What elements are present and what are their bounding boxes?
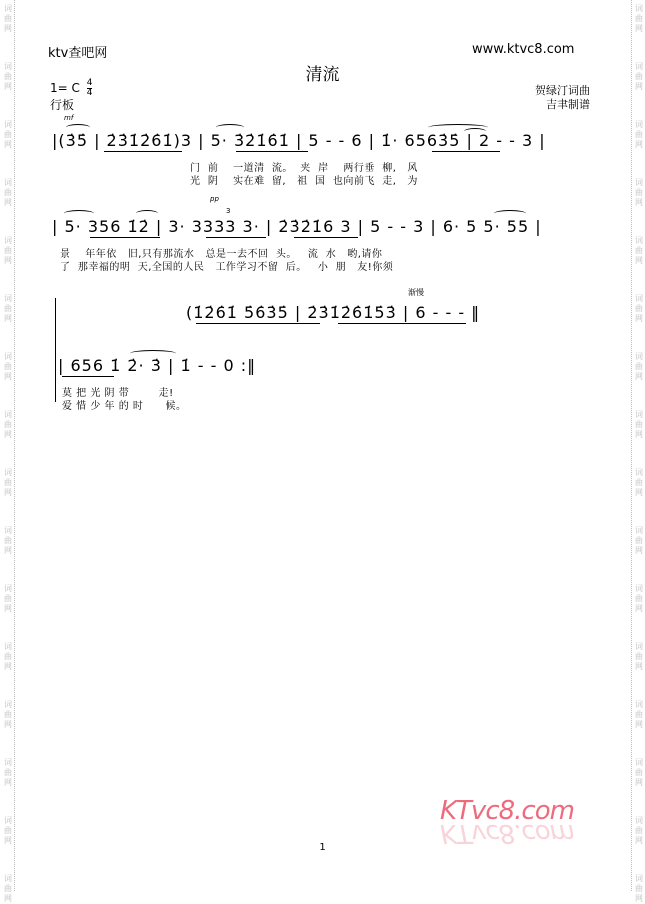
watermark-char: 词 [635, 642, 643, 651]
watermark-char: 曲 [4, 884, 12, 893]
watermark-char: 网 [635, 894, 643, 903]
lyric-line-1b: 光 阴 实在难 留, 祖 国 也向前飞 走, 为 [190, 176, 418, 187]
watermark-glyph-group [633, 642, 645, 672]
site-url-right: www.ktvc8.com [472, 42, 575, 57]
watermark-char: 曲 [4, 478, 12, 487]
watermark-glyph-group [633, 352, 645, 382]
watermark-char: 网 [635, 140, 643, 149]
watermark-char: 词 [635, 178, 643, 187]
slur [136, 210, 158, 217]
watermark-char: 词 [4, 352, 12, 361]
watermark-char: 网 [4, 778, 12, 787]
watermark-char: 词 [635, 758, 643, 767]
watermark-char: 曲 [635, 246, 643, 255]
watermark-char: 网 [635, 256, 643, 265]
watermark-char: 网 [4, 836, 12, 845]
watermark-glyph-group [633, 468, 645, 498]
watermark-glyph-group [2, 526, 14, 556]
watermark-char: 曲 [635, 420, 643, 429]
notation-line-1: |(3̇5̇ | 2̇3̇1̇2̇6̇1̇)3 | 5· 3̇2̇1̇6̇1̇ | 5 - - 6 | 1̇· 6563̇5̇ | 2 - - 3 | [52, 131, 546, 150]
watermark-char: 网 [4, 894, 12, 903]
watermark-char: 曲 [4, 652, 12, 661]
watermark-char: 词 [635, 700, 643, 709]
watermark-char: 词 [635, 4, 643, 13]
time-sig-bottom: 4 [86, 88, 93, 98]
watermark-char: 词 [4, 4, 12, 13]
tempo-marking: 行板 [50, 98, 75, 112]
watermark-char: 曲 [4, 72, 12, 81]
watermark-char: 网 [635, 430, 643, 439]
watermark-char: 网 [635, 488, 643, 497]
watermark-char: 网 [635, 662, 643, 671]
system-bracket [55, 298, 56, 402]
watermark-char: 曲 [4, 594, 12, 603]
watermark-glyph-group [633, 178, 645, 208]
watermark-char: 网 [4, 372, 12, 381]
watermark-glyph-group [633, 294, 645, 324]
watermark-char: 词 [4, 758, 12, 767]
watermark-char: 网 [635, 604, 643, 613]
transcriber-credit: 吉聿制谱 [546, 98, 590, 111]
key-label: 1= C [50, 81, 80, 95]
time-signature [87, 79, 93, 98]
watermark-char: 网 [635, 372, 643, 381]
watermark-char: 曲 [4, 420, 12, 429]
watermark-char: 曲 [4, 768, 12, 777]
watermark-char: 曲 [4, 826, 12, 835]
watermark-char: 网 [635, 546, 643, 555]
watermark-char: 网 [4, 82, 12, 91]
watermark-char: 曲 [635, 884, 643, 893]
slur [494, 210, 526, 217]
watermark-char: 词 [635, 526, 643, 535]
ktvc8-logo-reflection: KTvc8.com [440, 818, 574, 848]
beam-line [90, 237, 160, 238]
triplet-mark: 3 [226, 207, 231, 215]
watermark-char: 曲 [635, 594, 643, 603]
slur [216, 124, 244, 131]
watermark-char: 词 [635, 584, 643, 593]
watermark-char: 词 [4, 816, 12, 825]
watermark-char: 网 [4, 662, 12, 671]
watermark-char: 网 [635, 198, 643, 207]
watermark-char: 网 [4, 720, 12, 729]
watermark-char: 曲 [635, 652, 643, 661]
watermark-char: 词 [635, 236, 643, 245]
watermark-char: 网 [635, 720, 643, 729]
watermark-char: 曲 [635, 710, 643, 719]
watermark-char: 词 [4, 584, 12, 593]
watermark-char: 网 [635, 778, 643, 787]
lyric-line-1a: 门 前 一道清 流。 夹 岸 两行垂 柳, 风 [190, 163, 418, 174]
dynamic-mf: mf [64, 114, 74, 122]
watermark-char: 网 [635, 24, 643, 33]
watermark-char: 词 [635, 120, 643, 129]
watermark-glyph-group [633, 236, 645, 266]
watermark-glyph-group [2, 584, 14, 614]
watermark-char: 曲 [4, 130, 12, 139]
watermark-char: 网 [4, 546, 12, 555]
beam-line [294, 237, 358, 238]
watermark-char: 词 [4, 236, 12, 245]
watermark-glyph-group [2, 874, 14, 904]
lyric-line-4b: 爱 惜 少 年 的 时 候。 [62, 401, 187, 412]
watermark-char: 曲 [635, 72, 643, 81]
beam-line [104, 151, 182, 152]
watermark-char: 词 [635, 816, 643, 825]
watermark-glyph-group [633, 700, 645, 730]
watermark-char: 词 [635, 352, 643, 361]
watermark-glyph-group [2, 178, 14, 208]
watermark-char: 网 [635, 836, 643, 845]
watermark-char: 网 [4, 140, 12, 149]
watermark-char: 曲 [4, 246, 12, 255]
watermark-char: 网 [4, 256, 12, 265]
watermark-char: 曲 [4, 536, 12, 545]
watermark-char: 网 [635, 82, 643, 91]
site-name-left: ktv查吧网 [48, 46, 108, 61]
watermark-glyph-group [2, 468, 14, 498]
watermark-glyph-group [2, 758, 14, 788]
ritardando-marking: 渐慢 [408, 288, 424, 297]
watermark-char: 词 [4, 178, 12, 187]
beam-line [62, 376, 114, 377]
watermark-char: 网 [4, 488, 12, 497]
watermark-char: 曲 [635, 768, 643, 777]
watermark-glyph-group [2, 120, 14, 150]
watermark-char: 网 [4, 198, 12, 207]
watermark-char: 网 [4, 604, 12, 613]
watermark-char: 曲 [4, 362, 12, 371]
watermark-char: 词 [4, 62, 12, 71]
watermark-char: 网 [635, 314, 643, 323]
watermark-char: 曲 [635, 362, 643, 371]
watermark-char: 词 [4, 700, 12, 709]
page-number: 1 [319, 842, 326, 853]
watermark-glyph-group [2, 700, 14, 730]
watermark-glyph-group [2, 352, 14, 382]
watermark-char: 网 [4, 24, 12, 33]
watermark-char: 曲 [635, 14, 643, 23]
watermark-glyph-group [633, 410, 645, 440]
watermark-glyph-group [633, 758, 645, 788]
watermark-glyph-group [633, 4, 645, 34]
watermark-char: 词 [635, 62, 643, 71]
watermark-char: 词 [635, 294, 643, 303]
watermark-char: 曲 [635, 826, 643, 835]
watermark-char: 曲 [635, 536, 643, 545]
watermark-char: 曲 [635, 130, 643, 139]
watermark-char: 曲 [4, 14, 12, 23]
watermark-char: 词 [4, 410, 12, 419]
watermark-char: 曲 [635, 188, 643, 197]
watermark-char: 词 [635, 410, 643, 419]
watermark-char: 词 [4, 526, 12, 535]
watermark-glyph-group [633, 526, 645, 556]
watermark-glyph-group [2, 410, 14, 440]
beam-line [206, 237, 266, 238]
watermark-glyph-group [2, 294, 14, 324]
watermark-glyph-group [633, 584, 645, 614]
watermark-char: 曲 [635, 304, 643, 313]
watermark-char: 曲 [4, 304, 12, 313]
slur [66, 124, 90, 131]
watermark-glyph-group [2, 236, 14, 266]
watermark-char: 网 [4, 314, 12, 323]
lyric-line-2a: 景 年年依 旧,只有那流水 总是一去不回 头。 流 水 哟,请你 [60, 249, 383, 260]
lyric-line-2b: 了 那幸福的明 天,全国的人民 工作学习不留 后。 小 朋 友!你须 [60, 262, 394, 273]
watermark-char: 词 [4, 294, 12, 303]
watermark-char: 词 [4, 120, 12, 129]
watermark-glyph-group [633, 874, 645, 904]
watermark-glyph-group [2, 4, 14, 34]
notation-line-4: | 656 1̇ 2̇· 3̇ | 1̇ - - 0 :‖ [58, 356, 257, 375]
watermark-char: 词 [4, 468, 12, 477]
notation-line-3: (1̇2̇6̇1̇ 5̇6̇3̇5̇ | 2̇3̇1̇2̇6̇1̇5̇3̇ | 6 - - - ‖ [186, 303, 481, 322]
beam-line [338, 323, 466, 324]
watermark-char: 词 [4, 642, 12, 651]
watermark-glyph-group [633, 120, 645, 150]
dynamic-pp: pp [210, 195, 219, 203]
slur [64, 210, 94, 217]
watermark-char: 词 [4, 874, 12, 883]
watermark-char: 网 [4, 430, 12, 439]
watermark-char: 曲 [4, 710, 12, 719]
watermark-char: 曲 [635, 478, 643, 487]
time-sig-top: 4 [86, 78, 93, 88]
song-title: 清流 [305, 65, 340, 85]
lyricist-credit: 贺绿汀词曲 [535, 84, 590, 97]
watermark-char: 词 [635, 468, 643, 477]
beam-line [196, 323, 320, 324]
notation-line-2: | 5· 356 1̇2̇ | 3· 3333 3· | 2̇3̇2̇1̇6 3 | 5 - - 3 | 6· 5 5· 55 | [52, 217, 542, 236]
watermark-char: 词 [635, 874, 643, 883]
watermark-glyph-group [2, 642, 14, 672]
watermark-char: 曲 [4, 188, 12, 197]
lyric-line-4a: 莫 把 光 阴 带 走! [62, 388, 174, 399]
beam-line [236, 151, 308, 152]
ktvc8-logo: KTvc8.com [440, 796, 574, 826]
beam-line [432, 151, 500, 152]
